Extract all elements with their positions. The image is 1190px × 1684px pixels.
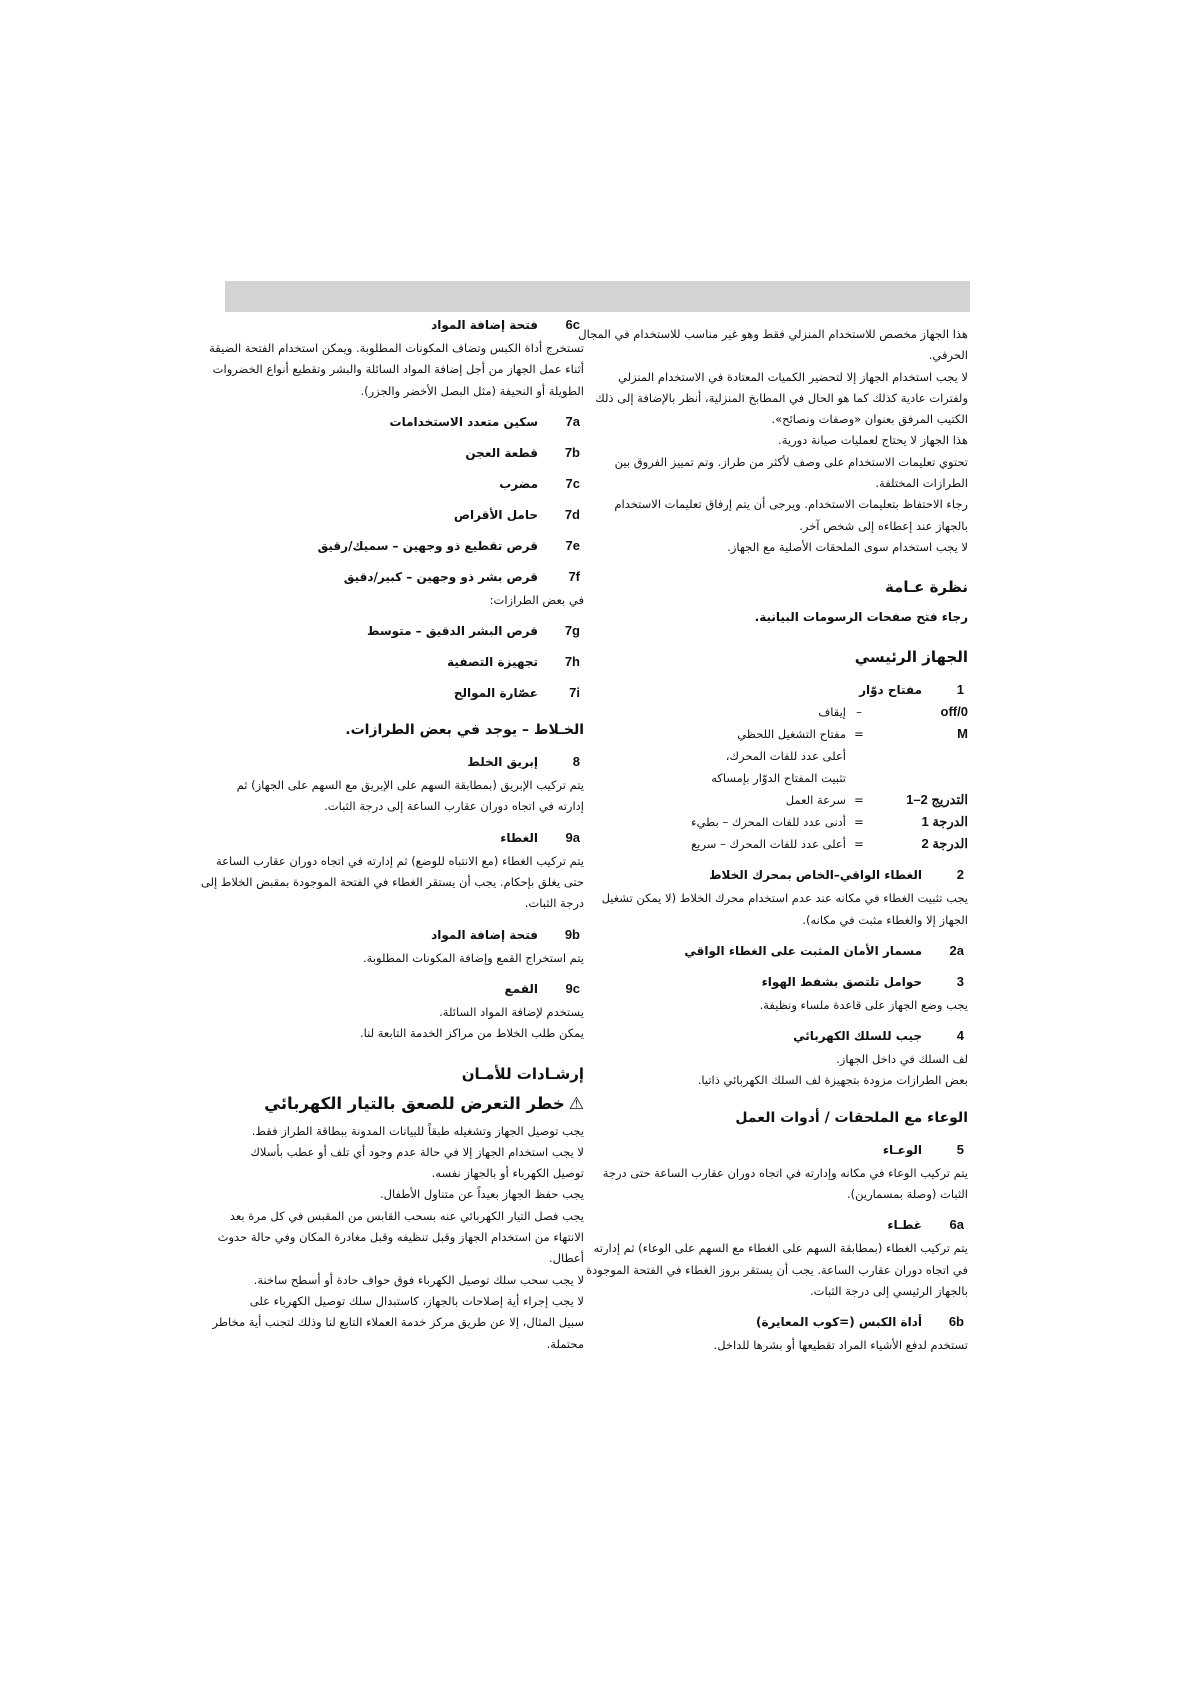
text-line: هذا الجهاز مخصص للاستخدام المنزلي فقط وهو غير مناسب للاستخدام في المجال bbox=[578, 327, 968, 341]
item-number: 6b bbox=[948, 1314, 964, 1330]
paragraph bbox=[602, 1163, 968, 1206]
item-title: عصّارة الموالح bbox=[453, 686, 538, 701]
numbered-item bbox=[224, 473, 584, 495]
item-title: قطعة العجن bbox=[465, 445, 538, 460]
text-line: الكتيب المرفق بعنوان «وصفات ونصائح». bbox=[771, 412, 968, 427]
numbered-item bbox=[622, 1139, 968, 1161]
text-line: أثناء عمل الجهاز من أجل إضافة المواد السائلة والبشر وتقطيع أنواع الخضروات bbox=[212, 362, 584, 377]
item-title: فتحة إضافة المواد bbox=[431, 927, 538, 942]
text-line: يمكن طلب الخلاط من مراكز الخدمة التابعة لنا. bbox=[359, 1026, 584, 1041]
numbered-item bbox=[224, 566, 584, 588]
text-line: الانتهاء من استخدام الجهاز وقبل تنظيفه وقبل مغادرة المكان وفي حالة حدوث bbox=[217, 1230, 584, 1245]
text-line: لا يجب استخدام الجهاز إلا لتحضير الكميات المعتادة في الاستخدام المنزلي bbox=[617, 369, 968, 384]
paragraph bbox=[224, 590, 584, 611]
switch-position-row bbox=[622, 833, 968, 855]
text-line: يتم تركيب الغطاء (مع الانتباه للوضع) ثم إدارته في اتجاه دوران عقارب الساعة bbox=[215, 853, 584, 868]
position-description: أعلى عدد للفات المحرك – سريع bbox=[691, 837, 846, 852]
position-label-text: التدريج 2–1 bbox=[906, 792, 968, 808]
numbered-item bbox=[622, 1311, 968, 1333]
item-title: الغطاء الواقي–الخاص بمحرك الخلاط bbox=[709, 868, 922, 883]
text-line: أعطال. bbox=[548, 1251, 584, 1266]
position-label bbox=[872, 767, 968, 789]
item-number: 3 bbox=[956, 973, 964, 989]
paragraph bbox=[212, 1121, 584, 1355]
item-number: 6c bbox=[565, 317, 580, 332]
numbered-item bbox=[622, 1025, 968, 1047]
separator bbox=[846, 767, 872, 789]
position-label bbox=[872, 811, 968, 833]
position-description: سرعة العمل bbox=[785, 793, 846, 808]
item-title: قرص البشر الدقيق – متوسط bbox=[367, 624, 538, 639]
text-line: تستخرج أداة الكبس وتضاف المكونات المطلوبة. ويمكن استخدام الفتحة الضيقة bbox=[209, 341, 584, 355]
item-number: 8 bbox=[572, 754, 580, 770]
numbered-item bbox=[224, 651, 584, 673]
position-label bbox=[872, 701, 968, 723]
item-title: غطـاء bbox=[887, 1218, 922, 1233]
text-line: توصيل الكهرباء أو بالجهاز نفسه. bbox=[431, 1166, 584, 1181]
paragraph bbox=[224, 775, 584, 818]
position-label bbox=[872, 789, 968, 811]
text-line: لا يجب استخدام الجهاز إلا في حالة عدم وجود أي تلف أو عطب بأسلاك bbox=[250, 1144, 584, 1159]
item-number: 9c bbox=[565, 980, 580, 996]
item-number: 5 bbox=[956, 1141, 964, 1157]
position-description: أعلى عدد للفات المحرك، bbox=[725, 749, 846, 764]
text-line: سبيل المثال، إلا عن طريق مركز خدمة العملاء التابع لنا وذلك لتجنب أية مخاطر bbox=[212, 1315, 584, 1330]
text-line: في بعض الطرازات: bbox=[489, 592, 584, 607]
warning-heading bbox=[224, 1089, 584, 1119]
paragraph bbox=[601, 888, 968, 931]
item-number: 7a bbox=[565, 413, 580, 429]
position-description: تثبيت المفتاح الدوّار بإمساكه bbox=[711, 771, 846, 786]
item-title: فتحة إضافة المواد bbox=[431, 318, 538, 332]
numbered-item bbox=[224, 751, 584, 773]
position-label-text: M bbox=[957, 726, 968, 742]
item-number: 7g bbox=[564, 623, 580, 639]
text-line: يجب حفظ الجهاز بعيداً عن متناول الأطفال. bbox=[380, 1187, 584, 1202]
text-line: يجب توصيل الجهاز وتشغيله طبقاً للبيانات المدونة ببطاقة الطراز فقط. bbox=[251, 1123, 584, 1138]
item-title: مسمار الأمان المثبت على الغطاء الواقي bbox=[684, 943, 922, 958]
numbered-item bbox=[224, 827, 584, 849]
item-title: مفتاح دوّار bbox=[859, 683, 922, 698]
numbered-item bbox=[224, 504, 584, 526]
numbered-item bbox=[224, 442, 584, 464]
paragraph bbox=[622, 1049, 968, 1092]
item-title: أداة الكبس (=كوب المعايرة) bbox=[755, 1315, 922, 1330]
text-line: الحرفي. bbox=[928, 348, 968, 363]
text-line: يتم تركيب الإبريق (بمطابقة السهم على الإبريق مع السهم على الجهاز) ثم bbox=[236, 778, 584, 793]
item-title: قرص بشر ذو وجهين – كبير/دقيق bbox=[343, 569, 538, 584]
paragraph bbox=[578, 324, 968, 558]
item-number: 6a bbox=[949, 1217, 964, 1233]
text-line: يجب وضع الجهاز على قاعدة ملساء ونظيفة. bbox=[759, 997, 968, 1012]
item-title: القمع bbox=[504, 981, 538, 996]
left-column bbox=[200, 314, 584, 1355]
switch-position-row bbox=[622, 701, 968, 723]
text-line: إدارته في اتجاه دوران عقارب الساعة إلى درجة الثبات. bbox=[324, 799, 584, 814]
position-description: أدنى عدد للفات المحرك – بطيء bbox=[691, 815, 846, 830]
section-heading: نظرة عـامة bbox=[884, 578, 968, 597]
item-number: 9a bbox=[565, 829, 580, 845]
item-number: 7f bbox=[568, 568, 580, 584]
text-line: تستخدم لدفع الأشياء المراد تقطيعها أو بشرها للداخل. bbox=[713, 1338, 968, 1353]
right-column bbox=[578, 322, 968, 1357]
text-line: لف السلك في داخل الجهاز. bbox=[836, 1052, 968, 1067]
item-number: 7c bbox=[565, 475, 580, 491]
paragraph bbox=[622, 995, 968, 1016]
item-title: حامل الأقراص bbox=[453, 507, 538, 522]
paragraph bbox=[586, 1238, 968, 1302]
item-number: 2a bbox=[949, 942, 964, 958]
item-title: الغطاء bbox=[500, 830, 538, 845]
numbered-item bbox=[622, 940, 968, 962]
item-number: 1 bbox=[956, 682, 964, 698]
warning-text: خطر التعرض للصعق بالتيار الكهربائي bbox=[264, 1093, 565, 1113]
numbered-item bbox=[224, 620, 584, 642]
header-bar bbox=[225, 281, 970, 312]
item-title: تجهيزة التصفية bbox=[447, 655, 538, 670]
text-line: لا يجب إجراء أية إصلاحات بالجهاز، كاستبدال سلك توصيل الكهرباء على bbox=[249, 1293, 584, 1308]
paragraph bbox=[224, 1002, 584, 1045]
position-label-text: الدرجة 1 bbox=[921, 814, 968, 830]
subsection-heading: الوعاء مع الملحقات / أدوات العمل bbox=[735, 1109, 968, 1126]
separator: = bbox=[854, 815, 864, 830]
item-title: جيب للسلك الكهربائي bbox=[793, 1029, 922, 1044]
numbered-item bbox=[224, 978, 584, 1000]
text-line: بعض الطرازات مزودة بتجهيزة لف السلك الكهربائي ذاتيا. bbox=[697, 1073, 968, 1088]
item-number: 2 bbox=[956, 867, 964, 883]
text-line: حتى يغلق بإحكام. يجب أن يستقر الغطاء في الفتحة الموجودة بمقبض الخلاط إلى bbox=[200, 875, 584, 890]
separator: – bbox=[856, 705, 862, 720]
separator: = bbox=[854, 727, 864, 742]
section-heading: الجهاز الرئيسي bbox=[854, 648, 968, 667]
item-number: 4 bbox=[956, 1028, 964, 1044]
switch-position-row bbox=[622, 811, 968, 833]
numbered-item bbox=[224, 411, 584, 433]
numbered-item bbox=[224, 314, 584, 336]
item-title: حوامل تلتصق بشفط الهواء bbox=[761, 974, 922, 989]
position-label bbox=[872, 723, 968, 745]
paragraph bbox=[224, 948, 584, 969]
item-number: 7b bbox=[564, 444, 580, 460]
text-line: يجب تثبيت الغطاء في مكانه عند عدم استخدام محرك الخلاط (لا يمكن تشغيل bbox=[601, 891, 968, 906]
item-title: إبريق الخلط bbox=[467, 755, 538, 770]
switch-position-row bbox=[622, 745, 968, 767]
text-line: محتملة. bbox=[546, 1336, 584, 1351]
switch-positions bbox=[622, 701, 968, 855]
text-line: يتم استخراج القمع وإضافة المكونات المطلوبة. bbox=[363, 950, 584, 965]
item-title: مضرب bbox=[499, 476, 538, 491]
paragraph bbox=[622, 1335, 968, 1356]
position-label bbox=[872, 745, 968, 767]
item-number: 7e bbox=[565, 537, 580, 553]
position-label-text: 0/off bbox=[940, 704, 968, 720]
text-line: الطرازات المختلفة. bbox=[875, 476, 968, 491]
position-description: إيقاف bbox=[818, 705, 846, 720]
text-line: يجب فصل التيار الكهربائي عنه بسحب القابس من المقبس في كل مرة بعد bbox=[229, 1208, 584, 1223]
section-heading: إرشـادات للأمـان bbox=[461, 1064, 584, 1083]
item-title: الوعـاء bbox=[882, 1142, 922, 1157]
switch-position-row bbox=[622, 789, 968, 811]
position-description: مفتاح التشغيل اللحظي bbox=[737, 727, 846, 742]
separator: = bbox=[854, 837, 864, 852]
text-line: هذا الجهاز لا يحتاج لعمليات صيانة دورية. bbox=[778, 433, 968, 448]
bold-note: رجاء فتح صفحات الرسومات البيانية. bbox=[754, 610, 968, 625]
text-line: الطويلة أو النحيفة (مثل البصل الأخضر والجزر). bbox=[360, 383, 584, 398]
text-line: يتم تركيب الغطاء (بمطابقة السهم على الغطاء مع السهم على الوعاء) ثم إدارته bbox=[593, 1241, 968, 1256]
item-number: 7i bbox=[569, 685, 580, 701]
switch-position-row bbox=[622, 723, 968, 745]
text-line: بالجهاز عند إعطاءه إلى شخص آخر. bbox=[799, 518, 968, 533]
paragraph bbox=[200, 851, 584, 915]
numbered-item bbox=[224, 682, 584, 704]
subsection-heading: الخـلاط – يوجد في بعض الطرازات. bbox=[345, 722, 584, 739]
position-label bbox=[872, 833, 968, 855]
text-line: لا يجب سحب سلك توصيل الكهرباء فوق حواف حادة أو أسطح ساخنة. bbox=[253, 1272, 584, 1287]
switch-position-row bbox=[622, 767, 968, 789]
numbered-item bbox=[622, 864, 968, 886]
text-line: يستخدم لإضافة المواد السائلة. bbox=[439, 1004, 584, 1019]
numbered-item bbox=[622, 1214, 968, 1236]
numbered-item bbox=[224, 535, 584, 557]
text-line: يتم تركيب الوعاء في مكانه وإدارته في اتجاه دوران عقارب الساعة حتى درجة bbox=[602, 1165, 968, 1180]
text-line: تحتوي تعليمات الاستخدام على وصف لأكثر من طراز. وتم تمييز الفروق بين bbox=[614, 454, 968, 469]
numbered-item bbox=[622, 679, 968, 701]
text-line: ولفترات عادية كذلك كما هو الحال في المطابخ المنزلية، أنظر بالإضافة إلى ذلك bbox=[595, 390, 968, 405]
warning-triangle-icon: ⚠ bbox=[568, 1093, 584, 1114]
text-line: درجة الثبات. bbox=[524, 896, 584, 911]
text-line: الجهاز إلا والغطاء مثبت في مكانه). bbox=[802, 912, 968, 927]
item-title: سكين متعدد الاستخدامات bbox=[389, 414, 538, 429]
item-title: قرص تقطيع ذو وجهين – سميك/رقيق bbox=[317, 538, 538, 553]
text-line: رجاء الاحتفاظ بتعليمات الاستخدام. ويرجى أن يتم إرفاق تعليمات الاستخدام bbox=[614, 497, 968, 512]
separator bbox=[846, 745, 872, 767]
item-number: 7h bbox=[564, 654, 580, 670]
position-label-text: الدرجة 2 bbox=[921, 836, 968, 852]
separator: = bbox=[854, 793, 864, 808]
item-number: 7d bbox=[564, 506, 580, 522]
text-line: لا يجب استخدام سوى الملحقات الأصلية مع الجهاز. bbox=[727, 539, 968, 554]
numbered-item bbox=[224, 924, 584, 946]
paragraph bbox=[209, 338, 584, 402]
numbered-item bbox=[622, 971, 968, 993]
text-line: في اتجاه دوران عقارب الساعة. يجب أن يستقر بروز الغطاء في الفتحة الموجودة bbox=[586, 1262, 968, 1277]
text-line: الثبات (وصلة بمسمارين). bbox=[847, 1187, 968, 1202]
item-number: 9b bbox=[564, 926, 580, 942]
text-line: بالجهاز الرئيسي إلى درجة الثبات. bbox=[809, 1283, 968, 1298]
